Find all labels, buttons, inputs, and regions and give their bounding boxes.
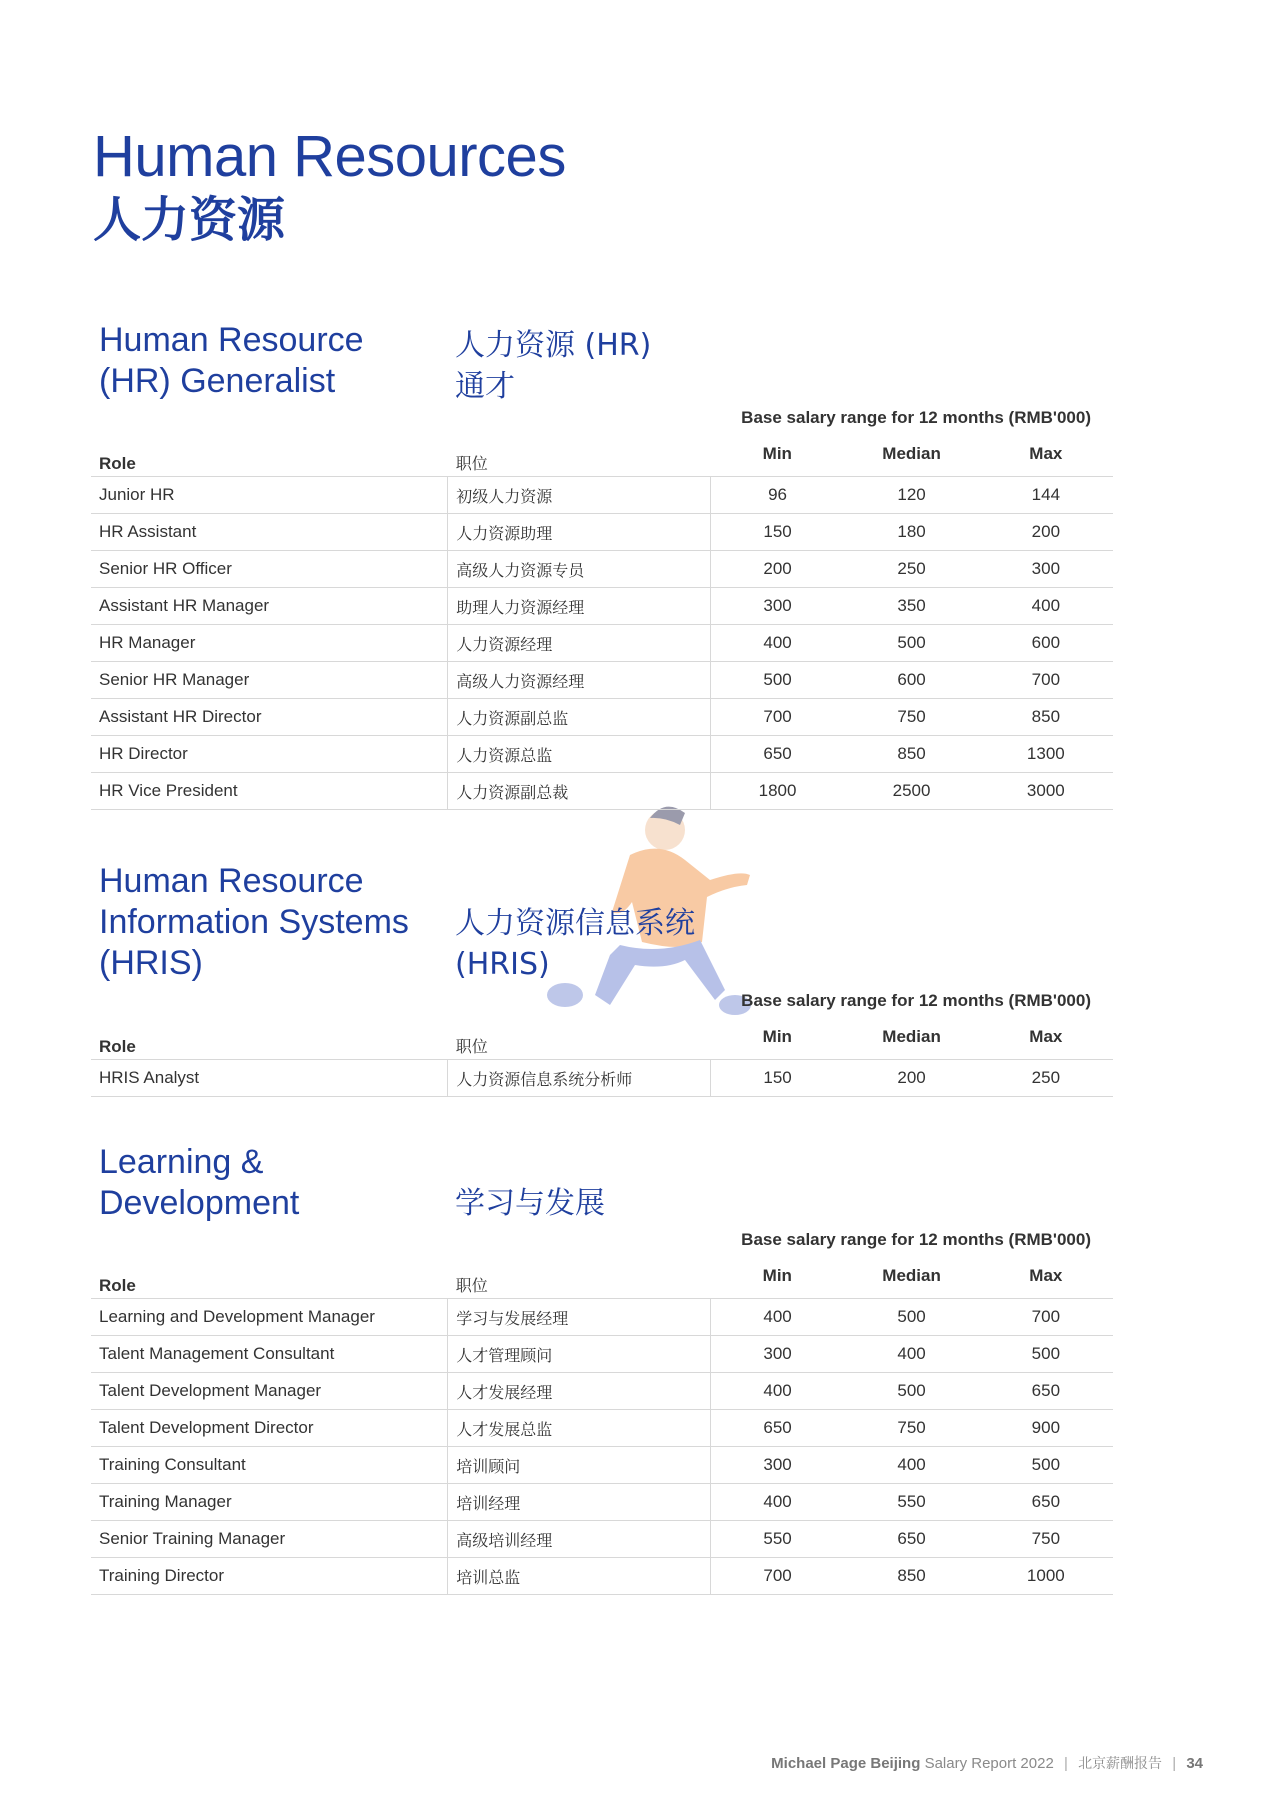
footer-divider: | (1172, 1755, 1177, 1772)
role-cell: Training Director (91, 1558, 448, 1595)
column-header-role-zh: 职位 (448, 1027, 711, 1060)
role-cell: HRIS Analyst (91, 1060, 448, 1097)
min-cell: 300 (710, 1447, 844, 1484)
min-cell: 150 (710, 514, 844, 551)
max-cell: 850 (979, 699, 1113, 736)
median-cell: 750 (844, 1410, 978, 1447)
median-cell: 200 (844, 1060, 978, 1097)
median-cell: 2500 (844, 773, 978, 810)
median-cell: 500 (844, 1373, 978, 1410)
column-header-role: Role (91, 1266, 448, 1299)
min-cell: 400 (710, 1373, 844, 1410)
role-cell: HR Vice President (91, 773, 448, 810)
column-header-median: Median (844, 1027, 978, 1060)
median-cell: 400 (844, 1336, 978, 1373)
role-zh-cell: 高级人力资源专员 (448, 551, 711, 588)
min-cell: 400 (710, 1299, 844, 1336)
table-row (91, 588, 1113, 625)
max-cell: 300 (979, 551, 1113, 588)
min-cell: 400 (710, 1484, 844, 1521)
section-title: Human Resource Information Systems (HRIS) (99, 862, 409, 982)
max-cell: 1000 (979, 1558, 1113, 1595)
footer-brand: Michael Page Beijing (771, 1755, 921, 1772)
table-row (91, 1484, 1113, 1521)
min-cell: 200 (710, 551, 844, 588)
role-cell: Talent Development Manager (91, 1373, 448, 1410)
min-cell: 650 (710, 736, 844, 773)
role-cell: Senior HR Manager (91, 662, 448, 699)
role-zh-cell: 人力资源经理 (448, 625, 711, 662)
role-cell: Training Manager (91, 1484, 448, 1521)
max-cell: 700 (979, 1299, 1113, 1336)
page-title-zh: 人力资源 (93, 192, 286, 248)
table-row (91, 1299, 1113, 1336)
role-zh-cell: 初级人力资源 (448, 477, 711, 514)
section-title-zh (455, 903, 695, 985)
table-row (91, 773, 1113, 810)
table-row (91, 662, 1113, 699)
table-header-row (91, 444, 1113, 477)
median-cell: 550 (844, 1484, 978, 1521)
role-zh-cell: 人才发展经理 (448, 1373, 711, 1410)
role-cell: Senior HR Officer (91, 551, 448, 588)
section-title-zh-line2: 通才 (455, 369, 515, 404)
section-title: Learning & Development (99, 1143, 300, 1222)
median-cell: 850 (844, 1558, 978, 1595)
column-header-role-zh: 职位 (448, 1266, 711, 1299)
column-header-max: Max (979, 1266, 1113, 1299)
salary-table (91, 1027, 1113, 1097)
max-cell: 400 (979, 588, 1113, 625)
column-header-max: Max (979, 1027, 1113, 1060)
page-title: Human Resources (93, 124, 566, 189)
role-cell: HR Assistant (91, 514, 448, 551)
role-cell: Assistant HR Director (91, 699, 448, 736)
column-header-min: Min (710, 444, 844, 477)
max-cell: 500 (979, 1336, 1113, 1373)
max-cell: 500 (979, 1447, 1113, 1484)
table-row (91, 1558, 1113, 1595)
median-cell: 180 (844, 514, 978, 551)
column-header-role-zh: 职位 (448, 444, 711, 477)
min-cell: 150 (710, 1060, 844, 1097)
section-title-zh (455, 325, 651, 407)
max-cell: 600 (979, 625, 1113, 662)
column-header-median: Median (844, 444, 978, 477)
role-cell: Learning and Development Manager (91, 1299, 448, 1336)
role-cell: Junior HR (91, 477, 448, 514)
role-zh-cell: 人力资源副总监 (448, 699, 711, 736)
table-row (91, 1060, 1113, 1097)
table-row (91, 1373, 1113, 1410)
section-title-zh-line1: 学习与发展 (455, 1186, 605, 1221)
role-zh-cell: 人力资源助理 (448, 514, 711, 551)
footer-report: Salary Report 2022 (924, 1755, 1054, 1772)
table-row (91, 551, 1113, 588)
role-zh-cell: 助理人力资源经理 (448, 588, 711, 625)
column-header-max: Max (979, 444, 1113, 477)
table-row (91, 1447, 1113, 1484)
max-cell: 144 (979, 477, 1113, 514)
table-header-row (91, 1027, 1113, 1060)
footer-divider: | (1063, 1755, 1068, 1772)
max-cell: 3000 (979, 773, 1113, 810)
min-cell: 550 (710, 1521, 844, 1558)
salary-table (91, 444, 1113, 810)
table-row (91, 736, 1113, 773)
max-cell: 1300 (979, 736, 1113, 773)
min-cell: 96 (710, 477, 844, 514)
min-cell: 650 (710, 1410, 844, 1447)
min-cell: 700 (710, 1558, 844, 1595)
median-cell: 250 (844, 551, 978, 588)
salary-range-label: Base salary range for 12 months (RMB'000) (741, 991, 1091, 1010)
column-header-median: Median (844, 1266, 978, 1299)
max-cell: 900 (979, 1410, 1113, 1447)
role-cell: Talent Management Consultant (91, 1336, 448, 1373)
role-zh-cell: 人力资源总监 (448, 736, 711, 773)
column-header-role: Role (91, 1027, 448, 1060)
table-header-row (91, 1266, 1113, 1299)
min-cell: 700 (710, 699, 844, 736)
column-header-min: Min (710, 1266, 844, 1299)
salary-range-label: Base salary range for 12 months (RMB'000) (741, 408, 1091, 427)
role-zh-cell: 人才发展总监 (448, 1410, 711, 1447)
median-cell: 400 (844, 1447, 978, 1484)
role-zh-cell: 培训总监 (448, 1558, 711, 1595)
page-number: 34 (1186, 1755, 1203, 1772)
role-zh-cell: 培训顾问 (448, 1447, 711, 1484)
role-cell: HR Manager (91, 625, 448, 662)
median-cell: 750 (844, 699, 978, 736)
table-row (91, 699, 1113, 736)
role-cell: Training Consultant (91, 1447, 448, 1484)
salary-range-label: Base salary range for 12 months (RMB'000) (741, 1230, 1091, 1249)
role-cell: Talent Development Director (91, 1410, 448, 1447)
max-cell: 250 (979, 1060, 1113, 1097)
min-cell: 300 (710, 588, 844, 625)
role-cell: HR Director (91, 736, 448, 773)
column-header-role: Role (91, 444, 448, 477)
section-title-zh (455, 1183, 605, 1224)
max-cell: 200 (979, 514, 1113, 551)
role-zh-cell: 人才管理顾问 (448, 1336, 711, 1373)
table-row (91, 1336, 1113, 1373)
max-cell: 700 (979, 662, 1113, 699)
section-title-zh-line1: 人力资源信息系统 (455, 906, 695, 941)
min-cell: 400 (710, 625, 844, 662)
median-cell: 850 (844, 736, 978, 773)
role-cell: Assistant HR Manager (91, 588, 448, 625)
table-row (91, 1521, 1113, 1558)
table-row (91, 477, 1113, 514)
median-cell: 500 (844, 625, 978, 662)
role-zh-cell: 人力资源信息系统分析师 (448, 1060, 711, 1097)
section-title: Human Resource (HR) Generalist (99, 321, 364, 400)
max-cell: 750 (979, 1521, 1113, 1558)
max-cell: 650 (979, 1373, 1113, 1410)
page-footer (771, 1753, 1203, 1773)
min-cell: 500 (710, 662, 844, 699)
table-row (91, 1410, 1113, 1447)
median-cell: 600 (844, 662, 978, 699)
section-title-zh-line2: (HRIS) (455, 947, 550, 982)
min-cell: 300 (710, 1336, 844, 1373)
median-cell: 500 (844, 1299, 978, 1336)
column-header-min: Min (710, 1027, 844, 1060)
role-zh-cell: 高级培训经理 (448, 1521, 711, 1558)
role-zh-cell: 培训经理 (448, 1484, 711, 1521)
role-zh-cell: 学习与发展经理 (448, 1299, 711, 1336)
table-row (91, 514, 1113, 551)
salary-table (91, 1266, 1113, 1595)
median-cell: 650 (844, 1521, 978, 1558)
median-cell: 120 (844, 477, 978, 514)
max-cell: 650 (979, 1484, 1113, 1521)
role-zh-cell: 人力资源副总裁 (448, 773, 711, 810)
role-cell: Senior Training Manager (91, 1521, 448, 1558)
median-cell: 350 (844, 588, 978, 625)
footer-report-zh: 北京薪酬报告 (1078, 1756, 1163, 1772)
section-title-zh-line1: 人力资源 (HR) (455, 328, 652, 363)
table-row (91, 625, 1113, 662)
min-cell: 1800 (710, 773, 844, 810)
role-zh-cell: 高级人力资源经理 (448, 662, 711, 699)
